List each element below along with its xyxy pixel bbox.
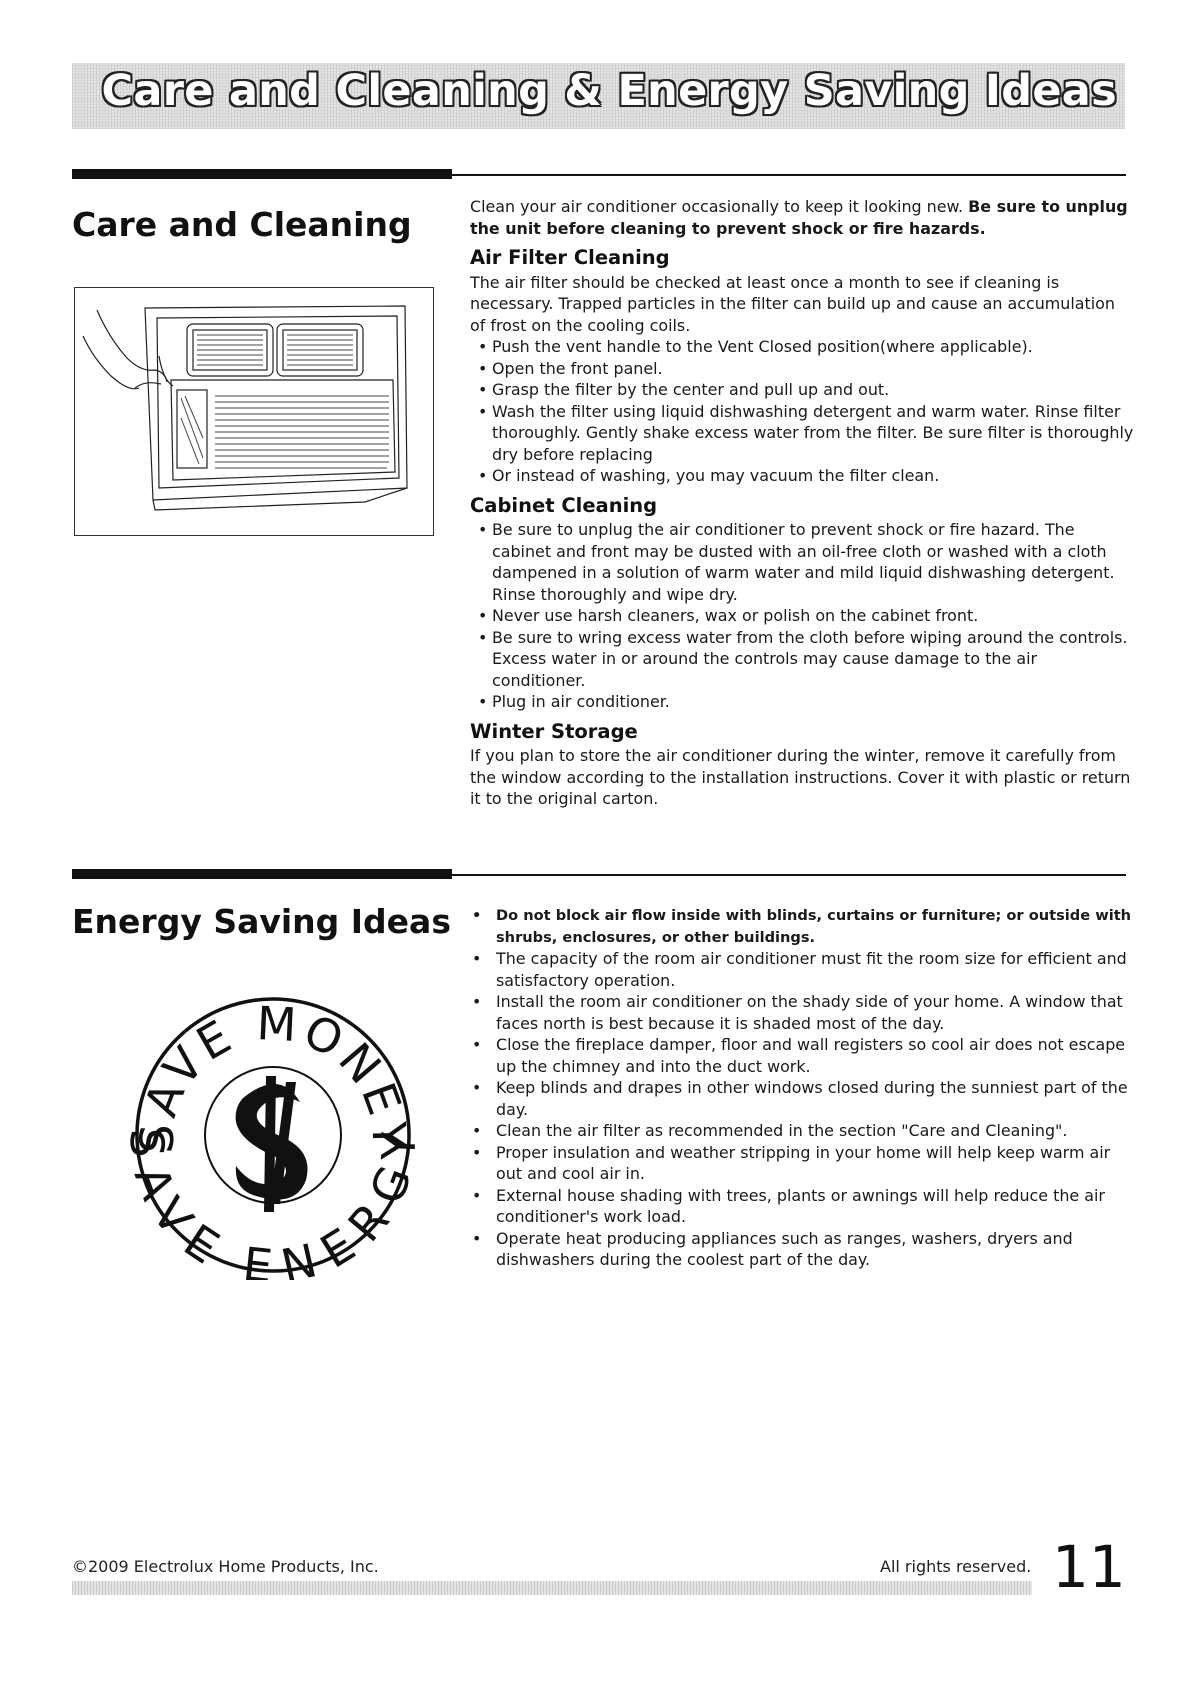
list-item: • Push the vent handle to the Vent Closed position(where applicable). <box>470 336 1135 358</box>
care-section-title: Care and Cleaning <box>72 205 412 244</box>
list-item: • Do not block air flow inside with blinds, curtains or furniture; or outside with shrubs, enclosures, or other buildings. <box>470 905 1135 948</box>
section-rule-thin <box>448 874 1126 876</box>
air-filter-heading: Air Filter Cleaning <box>470 246 670 269</box>
list-item: • Open the front panel. <box>470 358 1135 380</box>
list-item: • Be sure to unplug the air conditioner to prevent shock or fire hazard. The cabinet and front may be dusted with an oil-free cloth or washed with a cloth dampened in a solution of warm water and mild liquid dishwashing detergent. Rinse thoroughly and wipe dry. <box>470 519 1135 605</box>
energy-list <box>470 905 1135 1271</box>
air-conditioner-illustration <box>74 287 434 536</box>
list-item: • Proper insulation and weather stripping in your home will help keep warm air out and cool air in. <box>470 1142 1135 1185</box>
energy-content <box>470 905 1135 1271</box>
footer-rights: All rights reserved. <box>880 1557 1032 1576</box>
air-filter-list <box>470 336 1135 487</box>
badge-top-text: SAVE MONEY <box>129 996 417 1155</box>
care-intro-text: Clean your air conditioner occasionally to keep it looking new. <box>470 197 964 216</box>
cabinet-heading: Cabinet Cleaning <box>470 493 658 517</box>
list-item: • Grasp the filter by the center and pull up and out. <box>470 379 1135 401</box>
list-item: • Close the fireplace damper, floor and wall registers so cool air does not escape up the chimney and into the duct work. <box>470 1034 1135 1077</box>
section-rule-thin <box>448 174 1126 176</box>
footer-strip <box>72 1581 1032 1595</box>
energy-section-title: Energy Saving Ideas <box>72 902 451 941</box>
air-filter-text: The air filter should be checked at least once a month to see if cleaning is necessary. Trapped particles in the filter can build up and cause an accumulation of frost on the cooling coils. <box>470 272 1115 335</box>
list-item: • External house shading with trees, plants or awnings will help reduce the air conditioner's work load. <box>470 1185 1135 1228</box>
list-item: • Clean the air filter as recommended in the section "Care and Cleaning". <box>470 1120 1135 1142</box>
winter-heading: Winter Storage <box>470 719 638 743</box>
badge-bottom-text: AVE ENERG <box>128 1157 418 1280</box>
winter-text: If you plan to store the air conditioner during the winter, remove it carefully from the window according to the installation instructions. Cover it with plastic or return it to the original carton. <box>470 746 1131 808</box>
list-item: • Plug in air conditioner. <box>470 691 1135 713</box>
care-intro <box>470 196 1135 239</box>
save-money-badge <box>128 990 418 1280</box>
list-item: • Wash the filter using liquid dishwashing detergent and warm water. Rinse filter thoroughly. Gently shake excess water from the filter. Be sure filter is thoroughly dry before replacing <box>470 401 1135 466</box>
list-item: • Keep blinds and drapes in other windows closed during the sunniest part of the day. <box>470 1077 1135 1120</box>
care-intro-warning: Be sure to unplug the unit before cleaning to prevent shock or fire hazards. <box>470 197 1128 238</box>
list-item: • The capacity of the room air conditioner must fit the room size for efficient and satisfactory operation. <box>470 948 1135 991</box>
list-item: • Operate heat producing appliances such as ranges, washers, dryers and dishwashers during the coolest part of the day. <box>470 1228 1135 1271</box>
page-number: 11 <box>1052 1533 1126 1601</box>
section-rule-thick <box>72 169 452 179</box>
list-item: • Be sure to wring excess water from the cloth before wiping around the controls. Excess water in or around the controls may cause damage to the air conditioner. <box>470 627 1135 692</box>
list-item: • Or instead of washing, you may vacuum the filter clean. <box>470 465 1135 487</box>
page-title: Care and Cleaning & Energy Saving Ideas <box>101 66 1117 116</box>
section-rule-thick <box>72 869 452 879</box>
cabinet-list <box>470 519 1135 713</box>
care-content <box>470 196 1135 810</box>
header-banner <box>72 63 1125 129</box>
list-item: • Install the room air conditioner on the shady side of your home. A window that faces north is best because it is shaded most of the day. <box>470 991 1135 1034</box>
list-item: • Never use harsh cleaners, wax or polish on the cabinet front. <box>470 605 1135 627</box>
footer-copyright: ©2009 Electrolux Home Products, Inc. <box>72 1557 379 1576</box>
